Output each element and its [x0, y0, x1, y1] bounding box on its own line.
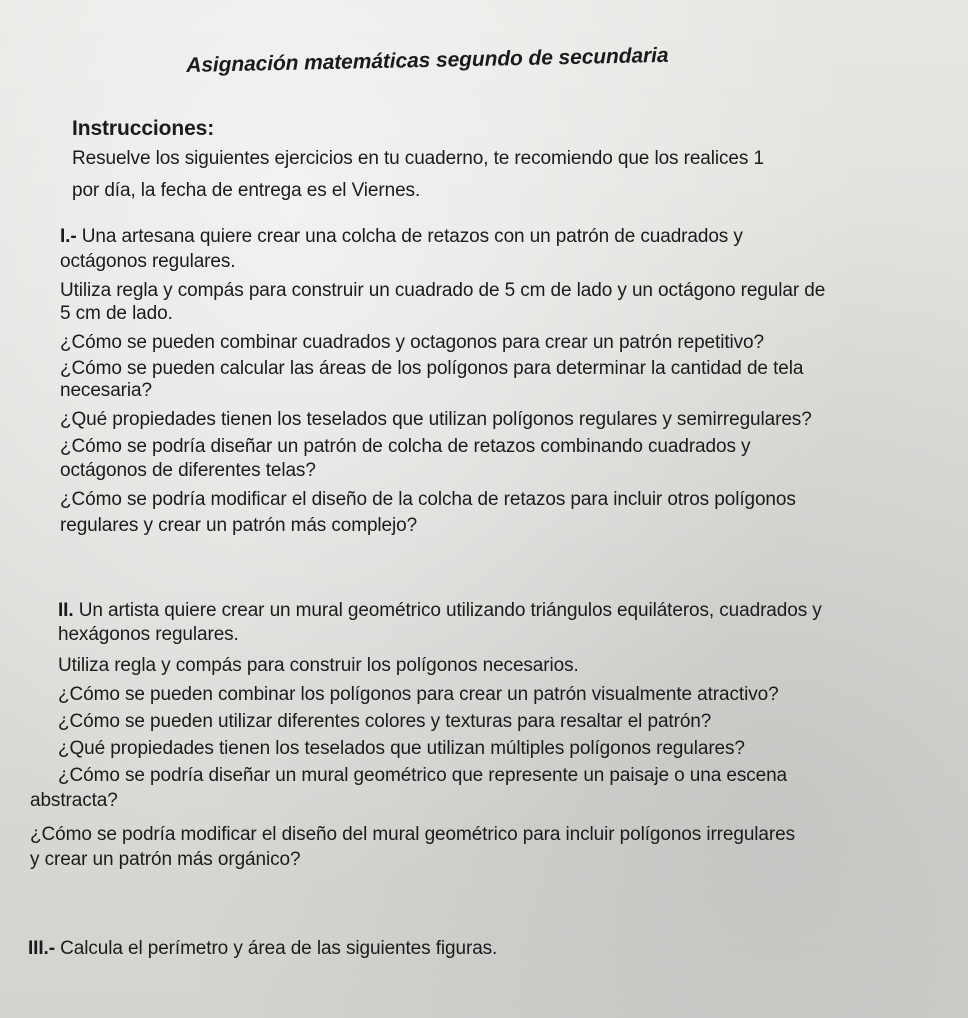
instructions-line: por día, la fecha de entrega es el Viernes.	[72, 180, 421, 201]
section2-question: ¿Cómo se pueden combinar los polígonos para crear un patrón visualmente atractivo?	[58, 684, 779, 705]
section1-question: octágonos de diferentes telas?	[60, 460, 316, 481]
instructions-heading: Instrucciones:	[72, 117, 215, 140]
section3-line	[28, 937, 497, 961]
instructions-line: Resuelve los siguientes ejercicios en tu cuaderno, te recomiendo que los realices 1	[72, 148, 764, 169]
section2-question: ¿Cómo se podría diseñar un mural geométrico que represente un paisaje o una escena	[58, 765, 788, 786]
section2-line: hexágonos regulares.	[58, 624, 239, 645]
section1-intro	[60, 225, 743, 249]
section1-text: Una artesana quiere crear una colcha de retazos con un patrón de cuadrados y	[76, 226, 743, 247]
section1-question: necesaria?	[60, 380, 152, 401]
section2-intro	[58, 599, 822, 623]
section1-question: regulares y crear un patrón más complejo?	[60, 515, 418, 536]
section2-line: Utiliza regla y compás para construir los polígonos necesarios.	[58, 655, 579, 676]
section3-text: Calcula el perímetro y área de las siguientes figuras.	[54, 938, 498, 959]
section1-question: ¿Cómo se pueden calcular las áreas de los polígonos para determinar la cantidad de tela	[60, 358, 804, 379]
section1-line: octágonos regulares.	[60, 251, 236, 272]
section1-question: ¿Cómo se pueden combinar cuadrados y octagonos para crear un patrón repetitivo?	[60, 332, 764, 353]
section1-question: ¿Cómo se podría modificar el diseño de la colcha de retazos para incluir otros polígonos	[60, 489, 796, 510]
section3-label: III.-	[28, 938, 55, 959]
section1-line: Utiliza regla y compás para construir un cuadrado de 5 cm de lado y un octágono regular de	[60, 280, 826, 301]
section2-text: Un artista quiere crear un mural geométrico utilizando triángulos equiláteros, cuadrados y	[73, 600, 822, 621]
section1-label: I.-	[60, 226, 77, 247]
section1-line: 5 cm de lado.	[60, 303, 173, 324]
section2-question: ¿Cómo se podría modificar el diseño del mural geométrico para incluir polígonos irregulares	[30, 824, 795, 845]
section2-question: abstracta?	[30, 790, 118, 811]
section2-question: ¿Cómo se pueden utilizar diferentes colores y texturas para resaltar el patrón?	[58, 711, 712, 732]
page-title: Asignación matemáticas segundo de secundaria	[186, 43, 669, 77]
section1-question: ¿Qué propiedades tienen los teselados que utilizan polígonos regulares y semirregulares?	[60, 409, 812, 430]
section2-label: II.	[58, 600, 74, 621]
section1-question: ¿Cómo se podría diseñar un patrón de colcha de retazos combinando cuadrados y	[60, 436, 751, 457]
section2-question: y crear un patrón más orgánico?	[30, 849, 301, 870]
section2-question: ¿Qué propiedades tienen los teselados que utilizan múltiples polígonos regulares?	[58, 738, 745, 759]
